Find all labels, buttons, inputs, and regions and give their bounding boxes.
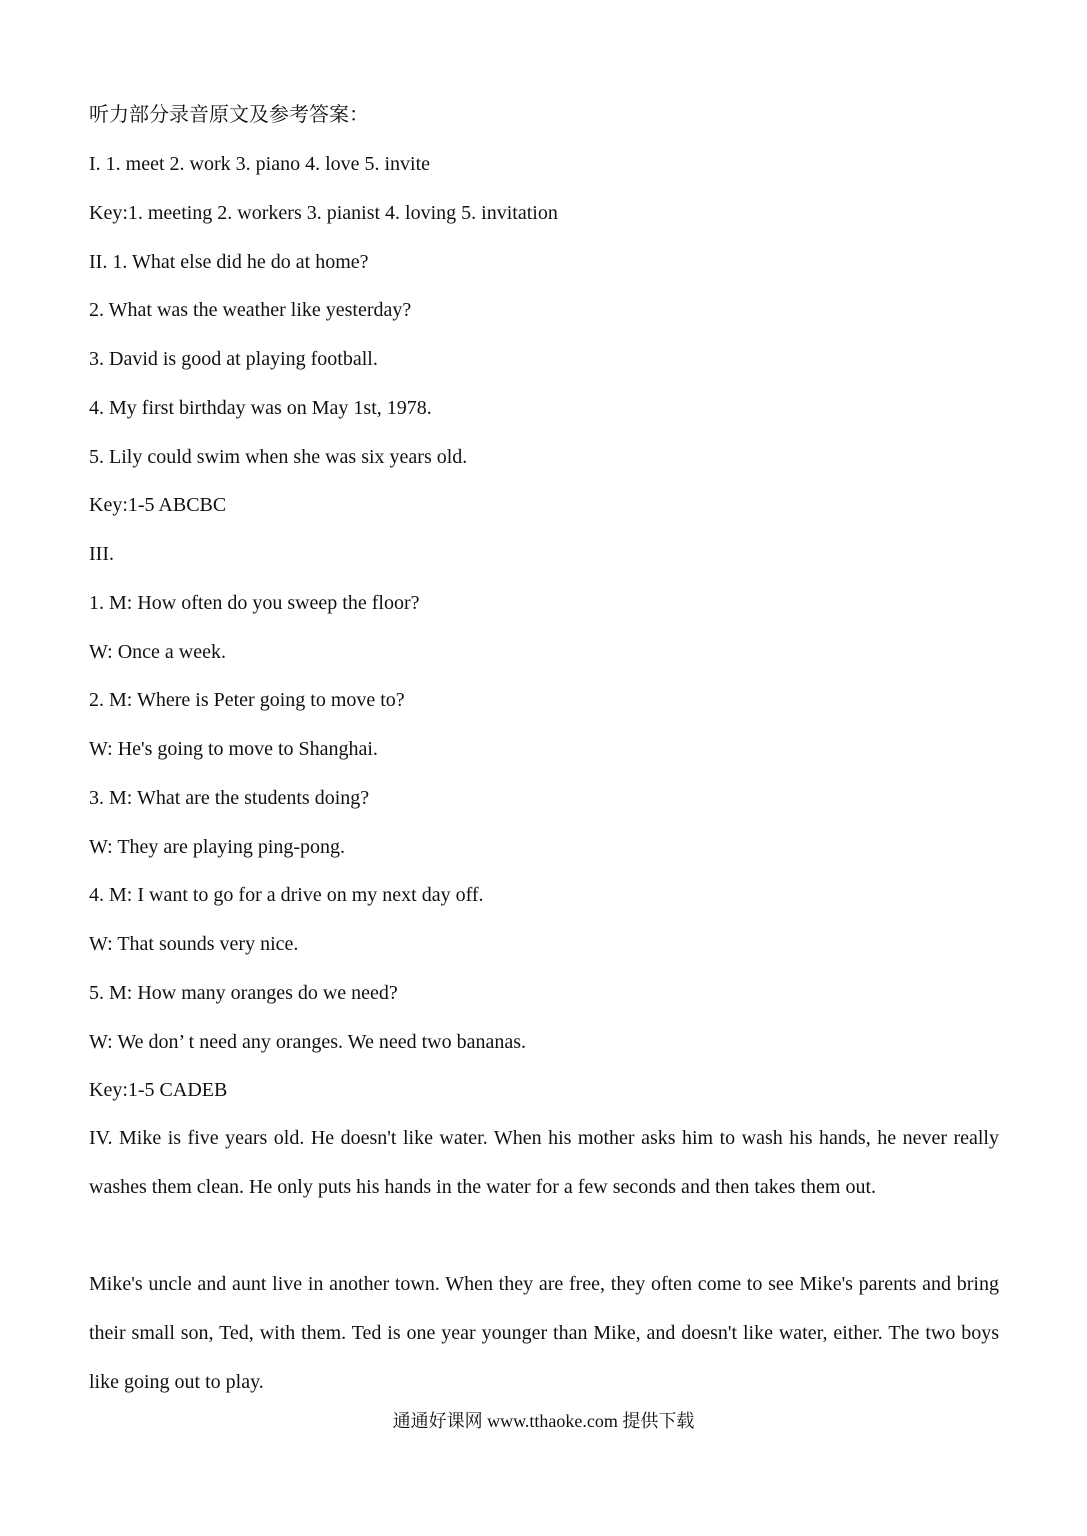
section-2-line-4: 4. My first birthday was on May 1st, 1978. bbox=[89, 397, 432, 419]
section-3-line-10: W: We don’ t need any oranges. We need two bananas. bbox=[89, 1031, 527, 1053]
section-3-line-8: W: That sounds very nice. bbox=[89, 933, 299, 955]
section-4-paragraph-1: IV. Mike is five years old. He doesn't like water. When his mother asks him to wash his hands, he never really washes them clean. He only puts his hands in the water for a few seconds and then takes them out. bbox=[89, 1127, 999, 1198]
section-2-line-2: 2. What was the weather like yesterday? bbox=[89, 299, 412, 321]
section-2-line-1: II. 1. What else did he do at home? bbox=[89, 251, 369, 273]
section-2-line-3: 3. David is good at playing football. bbox=[89, 348, 378, 370]
section-1-words: I. 1. meet 2. work 3. piano 4. love 5. invite bbox=[89, 153, 431, 175]
section-3-line-9: 5. M: How many oranges do we need? bbox=[89, 982, 398, 1004]
section-3-line-1: 1. M: How often do you sweep the floor? bbox=[89, 592, 420, 614]
section-3-label: III. bbox=[89, 543, 114, 565]
section-3-line-2: W: Once a week. bbox=[89, 641, 226, 663]
section-2-line-5: 5. Lily could swim when she was six years old. bbox=[89, 446, 468, 468]
page-footer: 通通好课网 www.tthaoke.com 提供下载 bbox=[392, 1411, 695, 1431]
section-3-line-5: 3. M: What are the students doing? bbox=[89, 787, 370, 809]
section-3-line-4: W: He's going to move to Shanghai. bbox=[89, 738, 378, 760]
section-4-paragraph-2: Mike's uncle and aunt live in another town. When they are free, they often come to see Mike's parents and bring their small son, Ted, with them. Ted is one year younger than Mike, and doesn't like water, either. The two boys like going out to play. bbox=[89, 1273, 999, 1393]
section-3-line-3: 2. M: Where is Peter going to move to? bbox=[89, 689, 405, 711]
page-heading: 听力部分录音原文及参考答案： bbox=[89, 104, 369, 126]
section-3-key: Key:1-5 CADEB bbox=[89, 1079, 228, 1101]
section-3-line-7: 4. M: I want to go for a drive on my next day off. bbox=[89, 884, 484, 906]
section-2-key: Key:1-5 ABCBC bbox=[89, 494, 227, 516]
section-1-key: Key:1. meeting 2. workers 3. pianist 4. loving 5. invitation bbox=[89, 202, 558, 224]
section-3-line-6: W: They are playing ping-pong. bbox=[89, 836, 346, 858]
